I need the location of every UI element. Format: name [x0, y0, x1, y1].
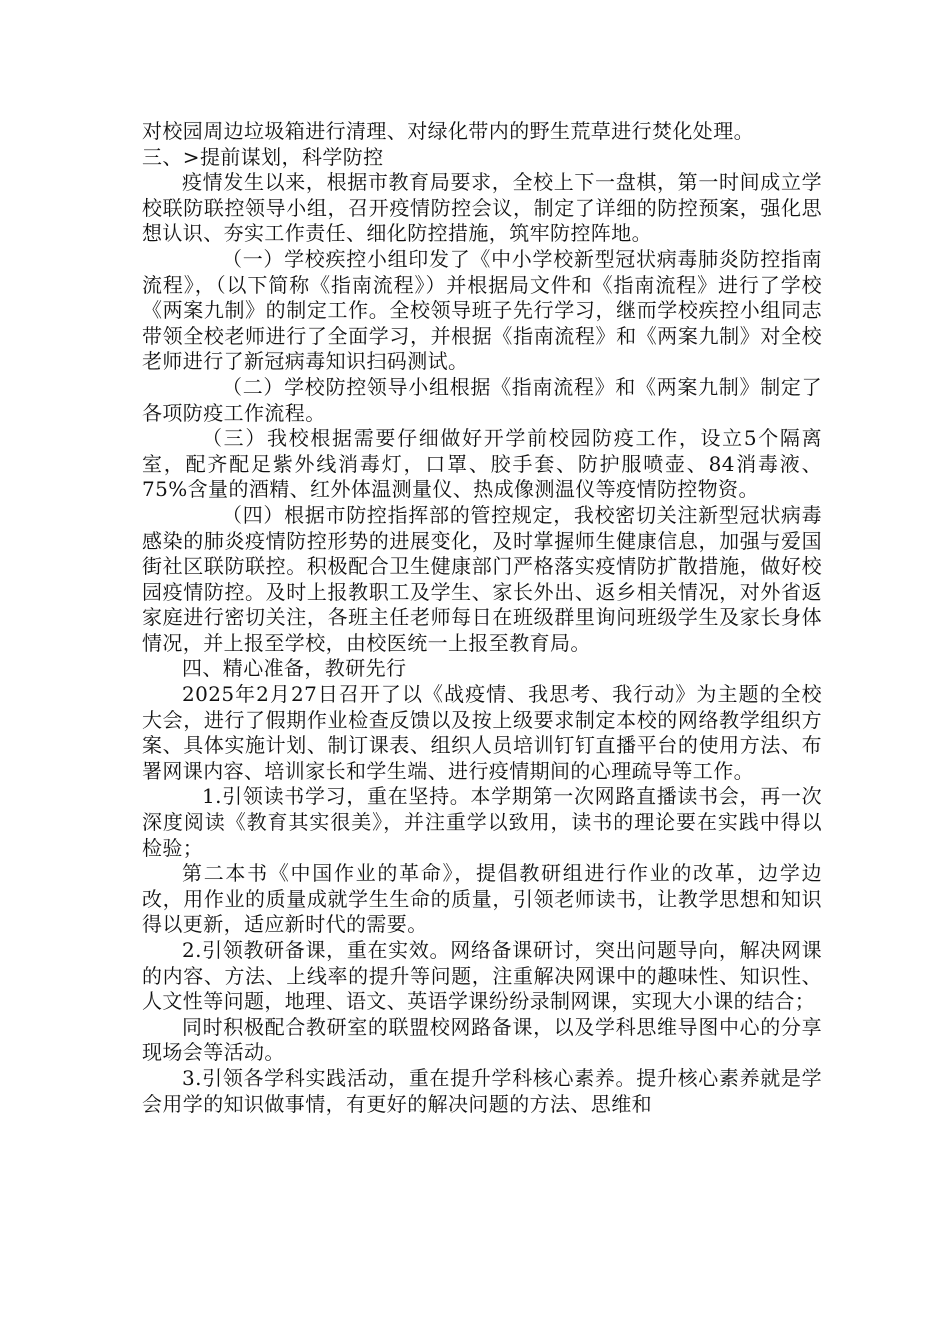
paragraph: 3.引领各学科实践活动，重在提升学科核心素养。提升核心素养就是学会用学的知识做事情，有更好的解决问题的方法、思维和 [142, 1065, 822, 1116]
paragraph: 同时积极配合教研室的联盟校网路备课，以及学科思维导图中心的分享现场会等活动。 [142, 1014, 822, 1065]
paragraph: （一）学校疾控小组印发了《中小学校新型冠状病毒肺炎防控指南流程》，（以下简称《指南流程》）并根据局文件和《指南流程》进行了学校《两案九制》的制定工作。全校领导班子先行学习，继而学校疾控小组同志带领全校老师进行了全面学习，并根据《指南流程》和《两案九制》对全校老师进行了新冠病毒知识扫码测试。 [142, 246, 822, 374]
paragraph: （三）我校根据需要仔细做好开学前校园防疫工作，设立5个隔离室，配齐配足紫外线消毒灯，口罩、胶手套、防护服喷壶、84消毒液、75%含量的酒精、红外体温测量仪、热成像测温仪等疫情防控物资。 [142, 426, 822, 502]
paragraph: 疫情发生以来，根据市教育局要求，全校上下一盘棋，第一时间成立学校联防联控领导小组，召开疫情防控会议，制定了详细的防控预案，强化思想认识、夯实工作责任、细化防控措施，筑牢防控阵地。 [142, 170, 822, 246]
paragraph: （四）根据市防控指挥部的管控规定，我校密切关注新型冠状病毒感染的肺炎疫情防控形势的进展变化，及时掌握师生健康信息，加强与爱国街社区联防联控。积极配合卫生健康部门严格落实疫情防扩散措施，做好校园疫情防控。及时上报教职工及学生、家长外出、返乡相关情况，对外省返家庭进行密切关注，各班主任老师每日在班级群里询问班级学生及家长身体情况，并上报至学校，由校医统一上报至教育局。 [142, 502, 822, 655]
paragraph: 对校园周边垃圾箱进行清理、对绿化带内的野生荒草进行焚化处理。 [142, 119, 754, 143]
document-body [142, 119, 822, 1117]
paragraph: 2025年2月27日召开了以《战疫情、我思考、我行动》为主题的全校大会，进行了假期作业检查反馈以及按上级要求制定本校的网络教学组织方案、具体实施计划、制订课表、组织人员培训钉钉直播平台的使用方法、布署网课内容、培训家长和学生端、进行疫情期间的心理疏导等工作。 [142, 682, 822, 783]
paragraph: 1.引领读书学习，重在坚持。本学期第一次网路直播读书会，再一次深度阅读《教育其实很美》，并注重学以致用，读书的理论要在实践中得以检验； [142, 784, 822, 860]
paragraph: （二）学校防控领导小组根据《指南流程》和《两案九制》制定了各项防疫工作流程。 [142, 374, 822, 425]
paragraph: 2.引领教研备课，重在实效。网络备课研讨，突出问题导向，解决网课的内容、方法、上线率的提升等问题，注重解决网课中的趣味性、知识性、人文性等问题，地理、语文、英语学课纷纷录制网课，实现大小课的结合； [142, 938, 822, 1014]
section-heading: 四、精心准备，教研先行 [182, 656, 407, 681]
paragraph: 第二本书《中国作业的革命》，提倡教研组进行作业的改革，边学边改，用作业的质量成就学生生命的质量，引领老师读书，让教学思想和知识得以更新，适应新时代的需要。 [142, 861, 822, 937]
section-heading: 三、>提前谋划，科学防控 [142, 144, 384, 169]
